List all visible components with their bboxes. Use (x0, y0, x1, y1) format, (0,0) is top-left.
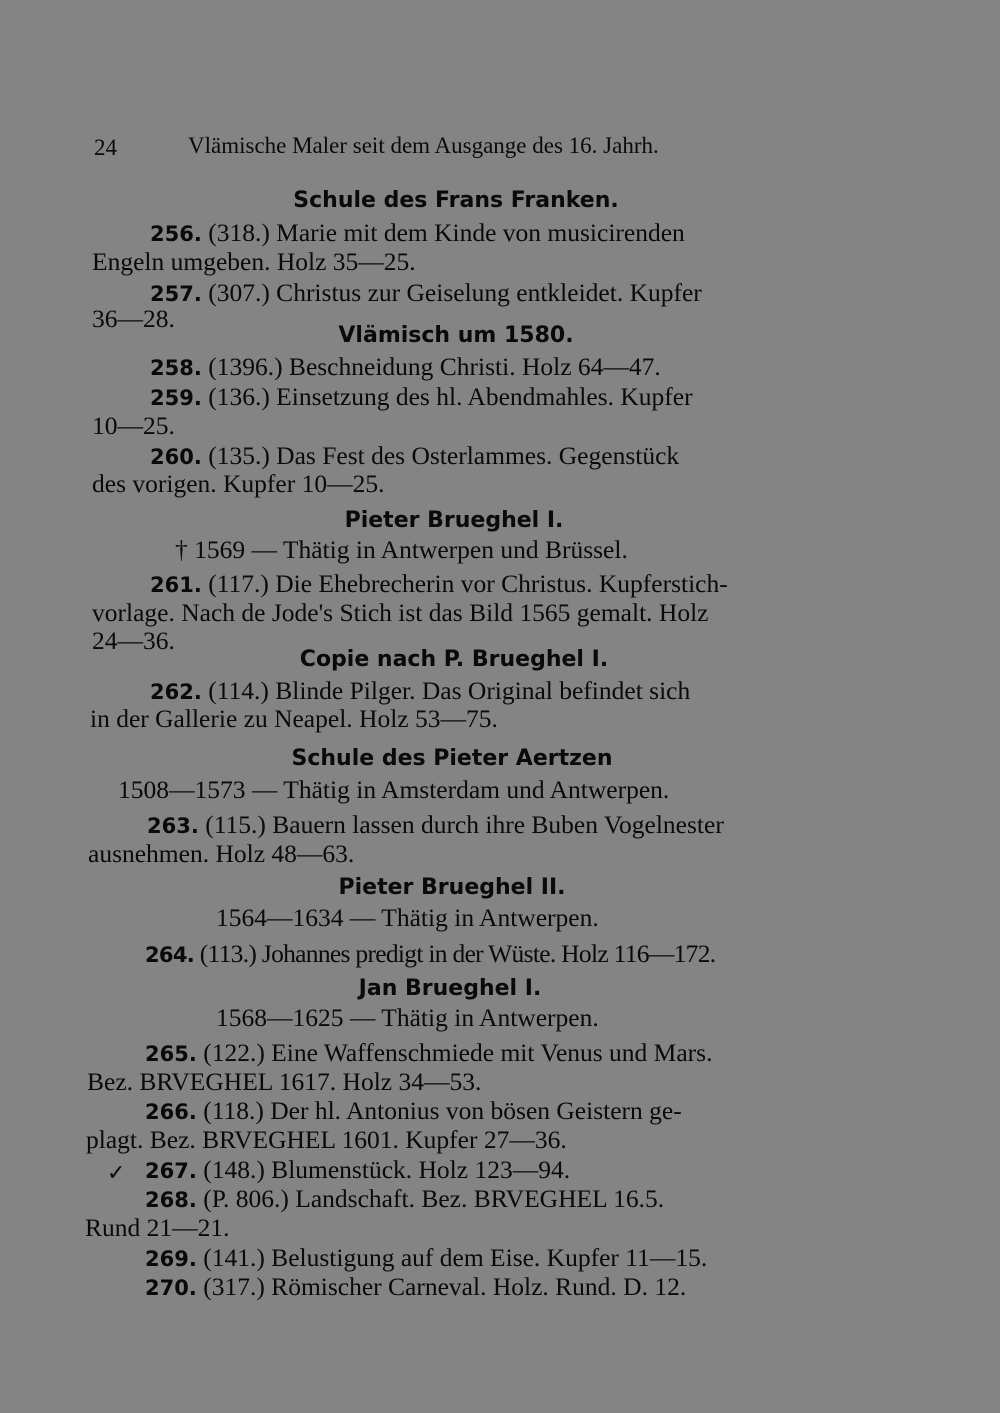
heading-pieter-brueghel-2: Pieter Brueghel II. (338, 875, 566, 900)
entry-257-text: (307.) Christus zur Geiselung entkleidet. Kupfer (208, 278, 702, 307)
entry-263-text: (115.) Bauern lassen durch ihre Buben Vogelnester (205, 810, 724, 839)
entry-265-text: (122.) Eine Waffenschmiede mit Venus und Mars. (203, 1038, 713, 1067)
entry-263-number: 263. (147, 814, 199, 838)
entry-260-number: 260. (150, 445, 202, 469)
entry-257-line-2: 36—28. (92, 304, 175, 333)
entry-269-text: (141.) Belustigung auf dem Eise. Kupfer 11—15. (203, 1243, 708, 1272)
entry-259-line-1 (150, 382, 693, 413)
entry-264-number: 264. (145, 943, 195, 967)
margin-mark: ✓ (107, 1160, 126, 1185)
entry-266-text: (118.) Der hl. Antonius von bösen Geistern ge- (203, 1096, 682, 1125)
page-number: 24 (94, 135, 117, 160)
entry-266-line-1 (145, 1096, 682, 1127)
entry-256-text: (318.) Marie mit dem Kinde von musicirenden (208, 218, 685, 247)
running-title: Vlämische Maler seit dem Ausgange des 16. Jahrh. (188, 133, 659, 158)
entry-263-line-2: ausnehmen. Holz 48—63. (88, 839, 355, 868)
heading-pieter-brueghel-1: Pieter Brueghel I. (344, 508, 564, 533)
entry-256-line-2: Engeln umgeben. Holz 35—25. (92, 247, 416, 276)
entry-264-text: (113.) Johannes predigt in der Wüste. Holz 116—172. (199, 939, 716, 968)
entry-270-number: 270. (145, 1276, 197, 1300)
entry-264-line-1 (145, 939, 715, 970)
entry-258-number: 258. (150, 356, 202, 380)
bio-pieter-brueghel-2: 1564—1634 — Thätig in Antwerpen. (216, 903, 599, 932)
entry-262-line-1 (150, 676, 690, 707)
entry-269-line-1 (145, 1243, 707, 1274)
entry-266-line-2: plagt. Bez. BRVEGHEL 1601. Kupfer 27—36. (86, 1125, 567, 1154)
entry-267-number: 267. (145, 1159, 197, 1183)
entry-268-line-1 (145, 1184, 664, 1215)
bio-jan-brueghel-1: 1568—1625 — Thätig in Antwerpen. (216, 1003, 599, 1032)
bio-pieter-brueghel-1: † 1569 — Thätig in Antwerpen und Brüssel. (175, 535, 628, 564)
entry-268-text: (P. 806.) Landschaft. Bez. BRVEGHEL 16.5. (203, 1184, 665, 1213)
entry-259-number: 259. (150, 386, 202, 410)
entry-262-line-2: in der Gallerie zu Neapel. Holz 53—75. (90, 704, 498, 733)
entry-265-line-2: Bez. BRVEGHEL 1617. Holz 34—53. (87, 1067, 482, 1096)
heading-copie-brueghel: Copie nach P. Brueghel I. (299, 647, 609, 672)
entry-270-text: (317.) Römischer Carneval. Holz. Rund. D. 12. (203, 1272, 687, 1301)
entry-262-number: 262. (150, 680, 202, 704)
entry-267-line-1 (145, 1155, 570, 1186)
entry-256-number: 256. (150, 222, 202, 246)
heading-pieter-aertzen: Schule des Pieter Aertzen (291, 746, 613, 771)
entry-259-text: (136.) Einsetzung des hl. Abendmahles. Kupfer (208, 382, 693, 411)
entry-268-line-2: Rund 21—21. (85, 1213, 230, 1242)
entry-261-line-1 (150, 569, 728, 600)
entry-268-number: 268. (145, 1188, 197, 1212)
entry-256-line-1 (150, 218, 685, 249)
entry-270-line-1 (145, 1272, 686, 1303)
entry-269-number: 269. (145, 1247, 197, 1271)
entry-259-line-2: 10—25. (92, 411, 175, 440)
entry-260-line-2: des vorigen. Kupfer 10—25. (92, 469, 385, 498)
entry-267-text: (148.) Blumenstück. Holz 123—94. (203, 1155, 571, 1184)
entry-266-number: 266. (145, 1100, 197, 1124)
entry-260-line-1 (150, 441, 679, 472)
heading-jan-brueghel-1: Jan Brueghel I. (358, 976, 542, 1001)
entry-257-line-1 (150, 278, 702, 309)
entry-261-number: 261. (150, 573, 202, 597)
entry-265-line-1 (145, 1038, 712, 1069)
entry-261-text: (117.) Die Ehebrecherin vor Christus. Kupferstich- (208, 569, 728, 598)
entry-262-text: (114.) Blinde Pilger. Das Original befindet sich (208, 676, 691, 705)
heading-frans-franken: Schule des Frans Franken. (293, 188, 619, 213)
entry-261-line-3: 24—36. (92, 626, 175, 655)
entry-265-number: 265. (145, 1042, 197, 1066)
heading-vlaemisch-1580: Vlämisch um 1580. (338, 323, 574, 348)
entry-258-line-1 (150, 352, 661, 383)
bio-pieter-aertzen: 1508—1573 — Thätig in Amsterdam und Antwerpen. (118, 775, 670, 804)
entry-258-text: (1396.) Beschneidung Christi. Holz 64—47. (208, 352, 661, 381)
entry-257-number: 257. (150, 282, 202, 306)
entry-260-text: (135.) Das Fest des Osterlammes. Gegenstück (208, 441, 680, 470)
entry-261-line-2: vorlage. Nach de Jode's Stich ist das Bild 1565 gemalt. Holz (92, 598, 709, 627)
entry-263-line-1 (147, 810, 724, 841)
